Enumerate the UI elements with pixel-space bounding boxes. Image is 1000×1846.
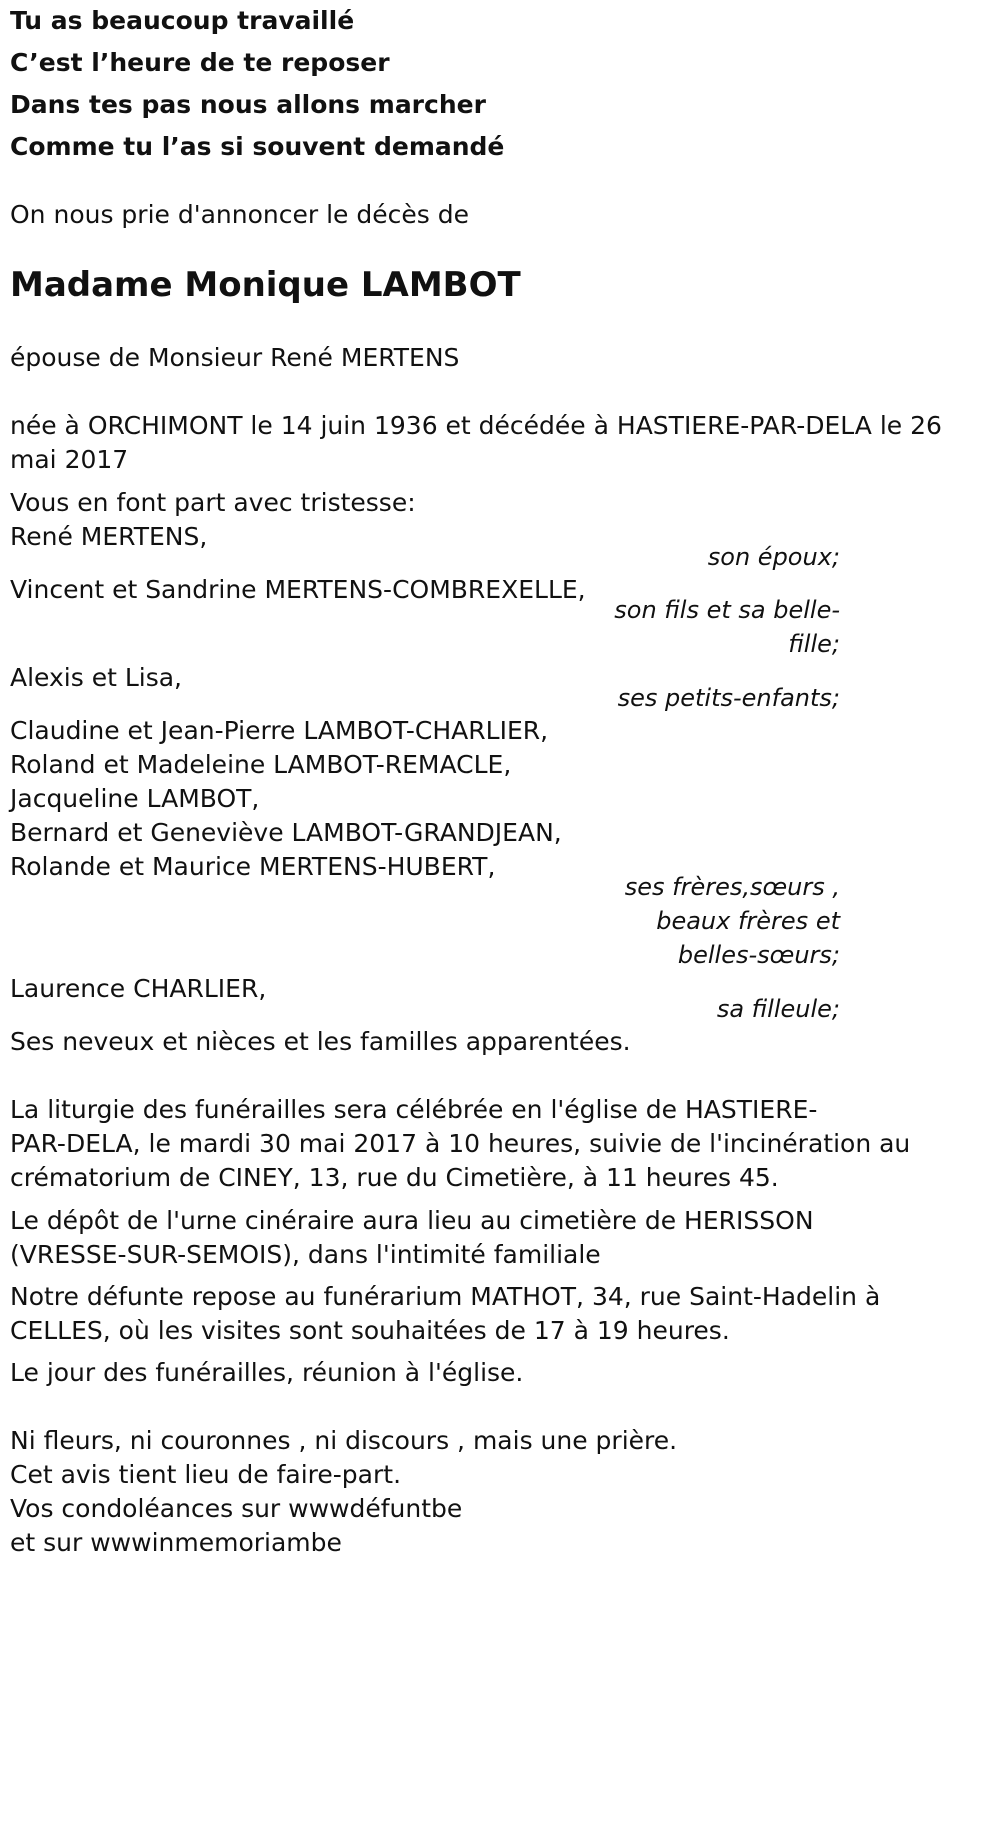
spouse-line: épouse de Monsieur René MERTENS bbox=[10, 343, 460, 372]
family-grandchildren-name: Alexis et Lisa, bbox=[10, 663, 182, 692]
intro-text: On nous prie d'annoncer le décès de bbox=[10, 200, 469, 229]
poem-line-3: Dans tes pas nous allons marcher bbox=[10, 90, 486, 119]
family-spouse-name: René MERTENS, bbox=[10, 522, 208, 551]
sibling-name-1: Claudine et Jean-Pierre LAMBOT-CHARLIER, bbox=[10, 716, 549, 745]
birth-death-line-1: née à ORCHIMONT le 14 juin 1936 et décédée à HASTIERE-PAR-DELA le 26 bbox=[10, 411, 942, 440]
siblings-role-line-3: belles-sœurs; bbox=[677, 941, 840, 969]
visit-line-1: Notre défunte repose au funérarium MATHOT, 34, rue Saint-Hadelin à bbox=[10, 1282, 881, 1311]
funeral-line-3: crématorium de CINEY, 13, rue du Cimetière, à 11 heures 45. bbox=[10, 1163, 779, 1192]
birth-death-line-2: mai 2017 bbox=[10, 445, 129, 474]
urn-line-2: (VRESSE-SUR-SEMOIS), dans l'intimité familiale bbox=[10, 1240, 601, 1269]
closing-line-1: Ni fleurs, ni couronnes , ni discours , mais une prière. bbox=[10, 1426, 678, 1455]
sibling-name-3: Jacqueline LAMBOT, bbox=[10, 784, 260, 813]
siblings-role-line-1: ses frères,sœurs , bbox=[624, 873, 840, 901]
family-son-role-line-2: fille; bbox=[788, 630, 840, 658]
family-others: Ses neveux et nièces et les familles apparentées. bbox=[10, 1027, 631, 1056]
funeral-line-2: PAR-DELA, le mardi 30 mai 2017 à 10 heures, suivie de l'incinération au bbox=[10, 1129, 911, 1158]
poem-line-1: Tu as beaucoup travaillé bbox=[10, 6, 355, 35]
family-goddaughter-role: sa filleule; bbox=[716, 995, 840, 1023]
deceased-name: Madame Monique LAMBOT bbox=[10, 265, 521, 305]
poem-line-2: C’est l’heure de te reposer bbox=[10, 48, 390, 77]
family-goddaughter-name: Laurence CHARLIER, bbox=[10, 974, 267, 1003]
sibling-name-2: Roland et Madeleine LAMBOT-REMACLE, bbox=[10, 750, 512, 779]
funeral-line-1: La liturgie des funérailles sera célébrée en l'église de HASTIERE- bbox=[10, 1095, 818, 1124]
family-son-name: Vincent et Sandrine MERTENS-COMBREXELLE, bbox=[10, 575, 586, 604]
visit-line-2: CELLES, où les visites sont souhaitées de 17 à 19 heures. bbox=[10, 1316, 730, 1345]
family-grandchildren-role: ses petits-enfants; bbox=[617, 684, 840, 712]
family-spouse-role: son époux; bbox=[707, 543, 840, 571]
sibling-name-5: Rolande et Maurice MERTENS-HUBERT, bbox=[10, 852, 496, 881]
meeting-line: Le jour des funérailles, réunion à l'église. bbox=[10, 1358, 524, 1387]
closing-line-3: Vos condoléances sur wwwdéfuntbe bbox=[10, 1494, 463, 1523]
closing-line-2: Cet avis tient lieu de faire-part. bbox=[10, 1460, 402, 1489]
urn-line-1: Le dépôt de l'urne cinéraire aura lieu au cimetière de HERISSON bbox=[10, 1206, 814, 1235]
closing-line-4: et sur wwwinmemoriambe bbox=[10, 1528, 342, 1557]
poem-line-4: Comme tu l’as si souvent demandé bbox=[10, 132, 505, 161]
sibling-name-4: Bernard et Geneviève LAMBOT-GRANDJEAN, bbox=[10, 818, 562, 847]
siblings-role-line-2: beaux frères et bbox=[656, 907, 840, 935]
announce-intro: Vous en font part avec tristesse: bbox=[10, 488, 416, 517]
family-son-role-line-1: son fils et sa belle- bbox=[614, 596, 840, 624]
